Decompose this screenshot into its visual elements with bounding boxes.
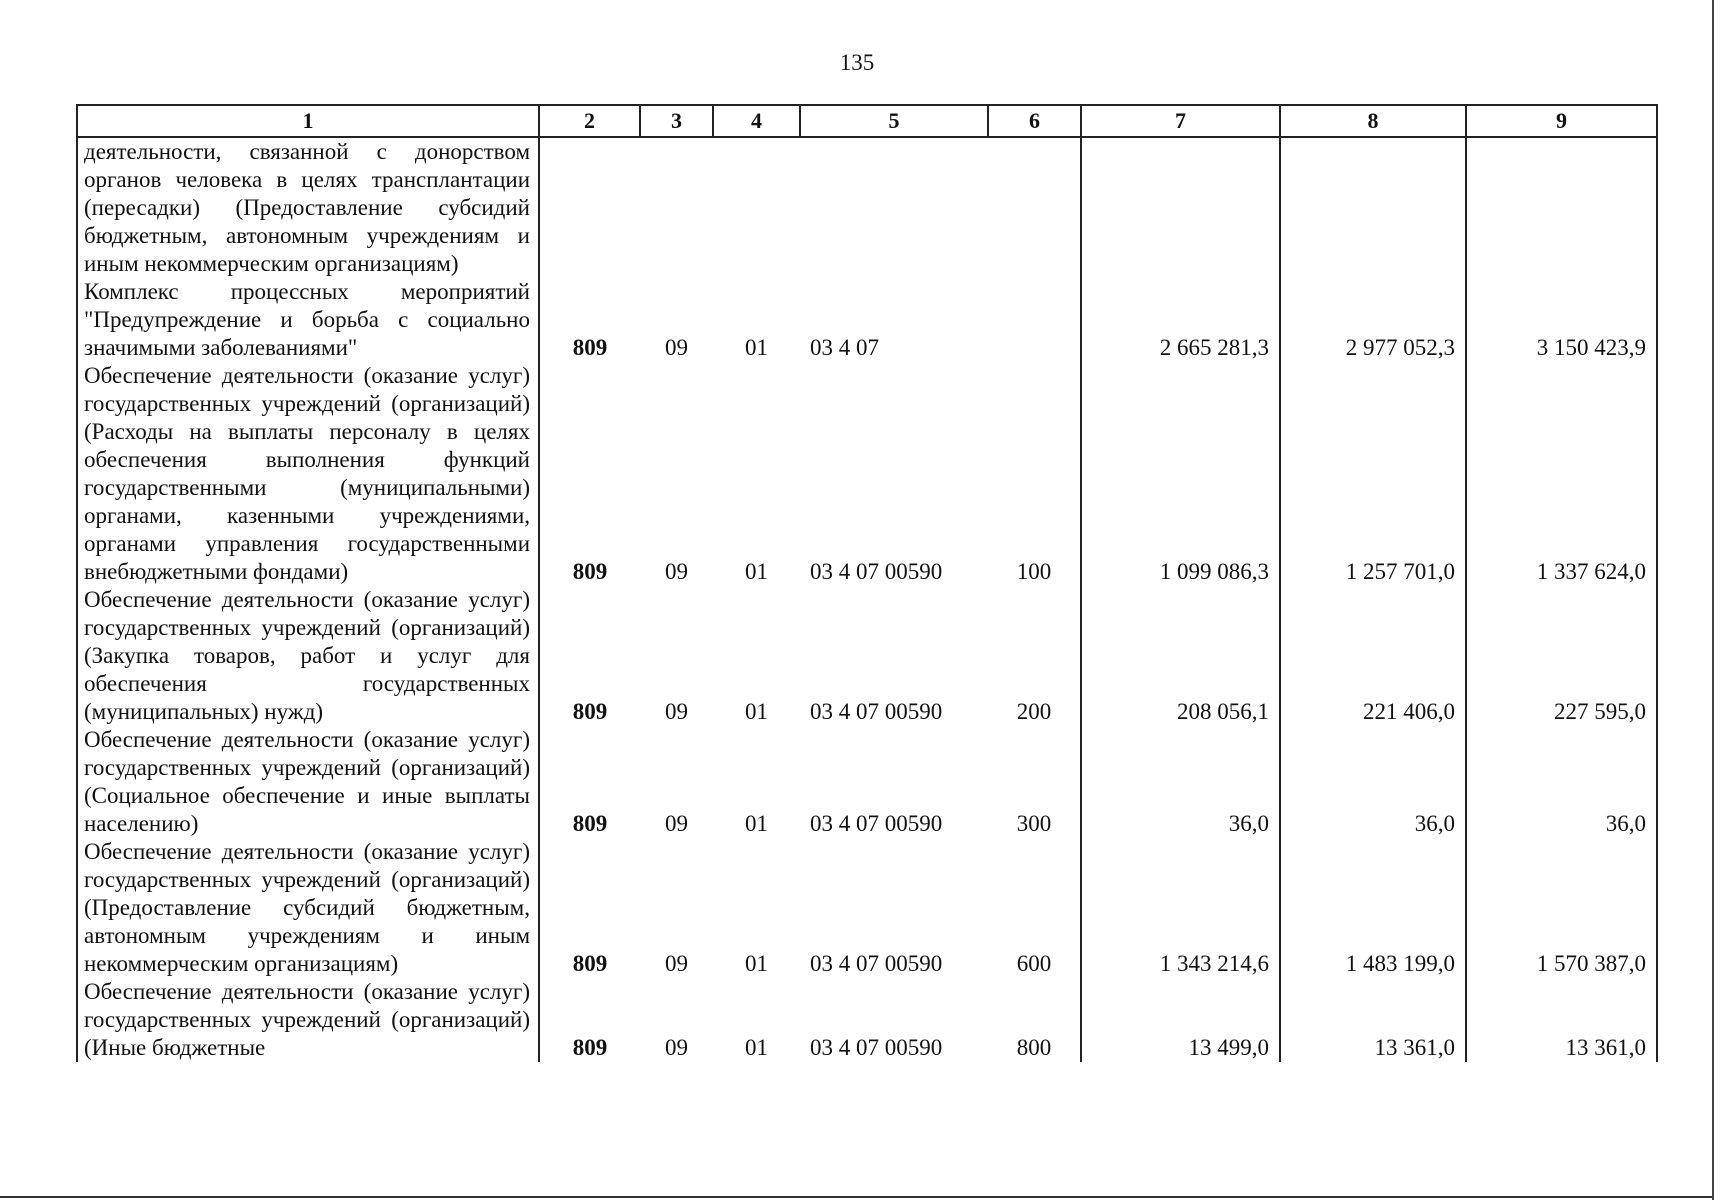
amount-col7: 13 499,0 xyxy=(1081,978,1280,1062)
grbs-code: 809 xyxy=(539,278,640,362)
expense-type-code: 100 xyxy=(1016,559,1052,584)
row-description: деятельности, связанной с донорством органов человека в целях трансплантации (пересадки) (Предоставление субсидий бюджетным, автономным учреждениям и иным некоммерческим организациям) xyxy=(77,137,539,278)
target-article-code: 03 4 07 00590 xyxy=(810,811,943,836)
column-header: 5 xyxy=(800,105,988,137)
section-code: 09 xyxy=(665,335,688,360)
amount-col8: 1 483 199,0 xyxy=(1280,838,1466,978)
column-header: 8 xyxy=(1280,105,1466,137)
table-row xyxy=(77,278,1657,362)
subsection-code: 01 xyxy=(745,951,768,976)
grbs-code: 809 xyxy=(539,726,640,838)
row-description: Обеспечение деятельности (оказание услуг) государственных учреждений (организаций) (Социальное обеспечение и иные выплаты населению) xyxy=(77,726,539,838)
column-header: 3 xyxy=(640,105,713,137)
amount-col9: 36,0 xyxy=(1466,726,1657,838)
grbs-code: 809 xyxy=(539,838,640,978)
column-header: 4 xyxy=(713,105,800,137)
row-description: Обеспечение деятельности (оказание услуг) государственных учреждений (организаций) (Иные бюджетные xyxy=(77,978,539,1062)
table-row xyxy=(77,137,1657,278)
section-code: 09 xyxy=(665,559,688,584)
table-row xyxy=(77,838,1657,978)
amount-col9: 1 337 624,0 xyxy=(1466,362,1657,586)
column-header-row xyxy=(77,105,1657,137)
page-number: 135 xyxy=(839,50,875,75)
amount-col7: 1 343 214,6 xyxy=(1081,838,1280,978)
table-row xyxy=(77,726,1657,838)
scan-edge-bottom xyxy=(0,1196,1714,1198)
column-header: 2 xyxy=(539,105,640,137)
target-article-code xyxy=(800,137,988,278)
subsection-code: 01 xyxy=(745,1035,768,1060)
column-header: 6 xyxy=(988,105,1081,137)
expense-type-code xyxy=(988,137,1081,278)
target-article-code: 03 4 07 xyxy=(810,335,879,360)
amount-col7: 2 665 281,3 xyxy=(1081,278,1280,362)
column-header: 1 xyxy=(77,105,539,137)
grbs-code: 809 xyxy=(539,978,640,1062)
amount-col9: 227 595,0 xyxy=(1466,586,1657,726)
column-header: 7 xyxy=(1081,105,1280,137)
amount-col9: 13 361,0 xyxy=(1466,978,1657,1062)
subsection-code: 01 xyxy=(745,559,768,584)
expense-type-code: 200 xyxy=(1016,699,1052,724)
amount-col9: 1 570 387,0 xyxy=(1466,838,1657,978)
amount-col8: 36,0 xyxy=(1280,726,1466,838)
column-header: 9 xyxy=(1466,105,1657,137)
expense-type-code: 800 xyxy=(1016,1035,1052,1060)
section-code: 09 xyxy=(665,811,688,836)
section-code: 09 xyxy=(665,699,688,724)
grbs-code: 809 xyxy=(539,586,640,726)
budget-table xyxy=(76,104,1658,1062)
expense-type-code xyxy=(988,278,1081,362)
amount-col8: 1 257 701,0 xyxy=(1280,362,1466,586)
amount-col9: 3 150 423,9 xyxy=(1466,278,1657,362)
amount-col8 xyxy=(1280,137,1466,278)
target-article-code: 03 4 07 00590 xyxy=(810,1035,943,1060)
amount-col7: 208 056,1 xyxy=(1081,586,1280,726)
amount-col9 xyxy=(1466,137,1657,278)
target-article-code: 03 4 07 00590 xyxy=(810,951,943,976)
table-row xyxy=(77,586,1657,726)
table-row xyxy=(77,978,1657,1062)
subsection-code: 01 xyxy=(745,335,768,360)
amount-col8: 13 361,0 xyxy=(1280,978,1466,1062)
expense-type-code: 600 xyxy=(1016,951,1052,976)
amount-col8: 221 406,0 xyxy=(1280,586,1466,726)
section-code: 09 xyxy=(665,951,688,976)
amount-col8: 2 977 052,3 xyxy=(1280,278,1466,362)
subsection-code xyxy=(713,137,800,278)
amount-col7: 1 099 086,3 xyxy=(1081,362,1280,586)
grbs-code xyxy=(539,137,640,278)
row-description: Обеспечение деятельности (оказание услуг) государственных учреждений (организаций) (Закупка товаров, работ и услуг для обеспечения государственных (муниципальных) нужд) xyxy=(77,586,539,726)
subsection-code: 01 xyxy=(745,699,768,724)
row-description: Обеспечение деятельности (оказание услуг) государственных учреждений (организаций) (Расходы на выплаты персоналу в целях обеспечения выполнения функций государственными (муниципальными) органами, казенными учреждениями, органами управления государственными внебюджетными фондами) xyxy=(77,362,539,586)
row-description: Обеспечение деятельности (оказание услуг) государственных учреждений (организаций) (Предоставление субсидий бюджетным, автономным учреждениям и иным некоммерческим организациям) xyxy=(77,838,539,978)
target-article-code: 03 4 07 00590 xyxy=(810,699,943,724)
grbs-code: 809 xyxy=(539,362,640,586)
amount-col7: 36,0 xyxy=(1081,726,1280,838)
section-code xyxy=(640,137,713,278)
section-code: 09 xyxy=(665,1035,688,1060)
amount-col7 xyxy=(1081,137,1280,278)
table-row xyxy=(77,362,1657,586)
subsection-code: 01 xyxy=(745,811,768,836)
row-description: Комплекс процессных мероприятий "Предупреждение и борьба с социально значимыми заболеваниями" xyxy=(77,278,539,362)
expense-type-code: 300 xyxy=(1016,811,1052,836)
target-article-code: 03 4 07 00590 xyxy=(810,559,943,584)
